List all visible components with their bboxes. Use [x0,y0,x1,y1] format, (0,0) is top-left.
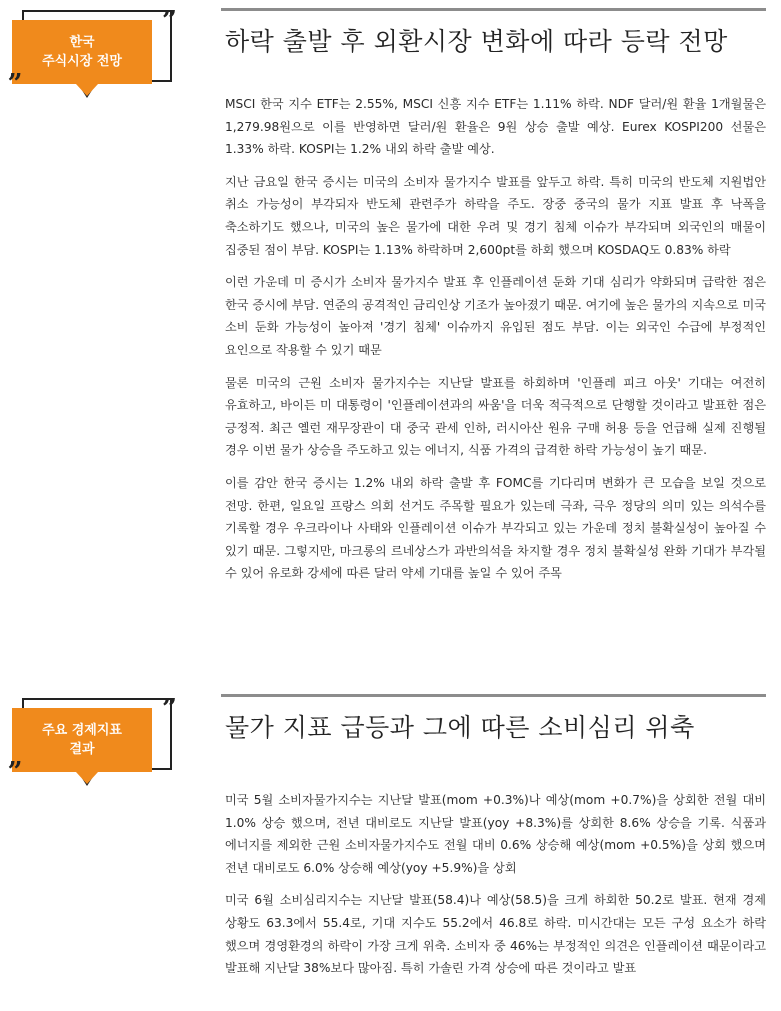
section-divider [221,8,766,11]
section-badge [8,694,180,798]
open-quote-icon: „ [8,54,23,84]
paragraph: 미국 5월 소비자물가지수는 지난달 발표(mom +0.3%)나 예상(mom +0.7%)을 상회한 전월 대비 1.0% 상승 했으며, 전년 대비로도 지난달 발표(yoy +8.3%)를 상회한 8.6% 상승을 기록. 식품과 에너지를 제외한 근원 소비자물가지수도 전월 대비 0.6% 상승해 예상(mom +0.5%)을 상회 했으며 전년 대비로도 6.0% 상승해 예상(yoy +5.9%)을 상회 [225,793,766,875]
section-heading: 하락 출발 후 외환시장 변화에 따라 등락 전망 [225,27,728,56]
badge-label [12,708,152,772]
badge-tail [76,772,98,784]
section-body [225,789,766,990]
badge-line-2: 결과 [69,742,95,757]
close-quote-icon: ” [162,6,177,36]
badge-label [12,20,152,84]
open-quote-icon: „ [8,742,23,772]
badge-line-2: 주식시장 전망 [42,54,122,69]
paragraph: MSCI 한국 지수 ETF는 2.55%, MSCI 신흥 지수 ETF는 1.11% 하락. NDF 달러/원 환율 1개월물은 1,279.98원으로 이를 반영하면 달러/원 환율은 9원 상승 출발 예상. Eurex KOSPI200 선물은 1.33% 하락. KOSPI는 1.2% 내외 하락 출발 예상. [225,97,766,157]
section-badge [8,6,180,110]
badge-line-1: 한국 [69,35,95,50]
paragraph: 물론 미국의 근원 소비자 물가지수는 지난달 발표를 하회하며 '인플레 피크 아웃' 기대는 여전히 유효하고, 바이든 미 대통령이 '인플레이션과의 싸움'을 더욱 적극적으로 단행할 것이라고 발표한 점은 긍정적. 최근 옐런 재무장관이 대 중국 관세 인하, 러시아산 원유 구매 허용 등을 언급해 실제 진행될 경우 이번 물가 상승을 주도하고 있는 에너지, 식품 가격의 급격한 하락 가능성이 높기 때문. [225,375,766,458]
paragraph: 이를 감안 한국 증시는 1.2% 내외 하락 출발 후 FOMC를 기다리며 변화가 큰 모습을 보일 것으로 전망. 한편, 일요일 프랑스 의회 선거도 주목할 필요가 있는데 극좌, 극우 정당의 의미 있는 의석수를 기록할 경우 우크라이나 사태와 인플레이션 이슈가 부각되고 있는 가운데 정치 불확실성이 높아질 수 있기 때문. 그렇지만, 마크롱의 르네상스가 과반의석을 차지할 경우 정치 불확실성 완화 기대가 부각될 수 있어 유로화 강세에 따른 달러 약세 기대를 높일 수 있어 주목 [225,475,766,581]
paragraph: 지난 금요일 한국 증시는 미국의 소비자 물가지수 발표를 앞두고 하락. 특히 미국의 반도체 지원법안 취소 가능성이 부각되자 반도체 관련주가 하락을 주도. 장중 중국의 물가 지표 발표 후 낙폭을 축소하기도 했으나, 미국의 높은 물가에 대한 우려 및 경기 침체 이슈가 부각되며 외국인의 매물이 집중된 점이 부담. KOSPI는 1.13% 하락하며 2,600pt를 하회 했으며 KOSDAQ도 0.83% 하락 [225,174,766,257]
section-divider [221,694,766,697]
section-heading: 물가 지표 급등과 그에 따른 소비심리 위축 [225,713,695,742]
section-body [225,93,766,595]
paragraph: 미국 6월 소비심리지수는 지난달 발표(58.4)나 예상(58.5)을 크게 하회한 50.2로 발표. 현재 경제 상황도 63.3에서 55.4로, 기대 지수도 55.2에서 46.8로 하락. 미시간대는 모든 구성 요소가 하락 했으며 경영환경의 하락이 가장 크게 위축. 소비자 중 46%는 부정적인 의견은 인플레이션 때문이라고 발표해 지난달 38%보다 많아짐. 특히 가솔린 가격 상승에 따른 것이라고 발표 [225,893,766,976]
paragraph: 이런 가운데 미 증시가 소비자 물가지수 발표 후 인플레이션 둔화 기대 심리가 약화되며 급락한 점은 한국 증시에 부담. 연준의 공격적인 금리인상 기조가 높아졌기 때문. 여기에 높은 물가의 지속으로 미국 소비 둔화 가능성이 높아져 '경기 침체' 이슈까지 유입된 점도 부담. 이는 외국인 수급에 부정적인 요인으로 작용할 수 있기 때문 [225,275,766,357]
close-quote-icon: ” [162,694,177,724]
badge-tail [76,84,98,96]
badge-line-1: 주요 경제지표 [42,723,122,738]
